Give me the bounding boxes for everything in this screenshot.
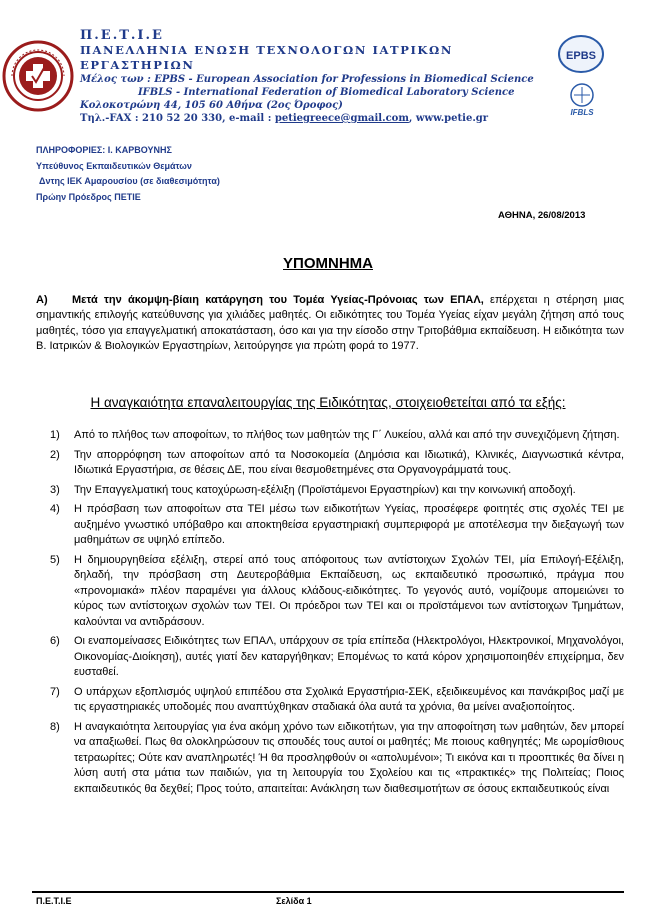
info-former: Πρώην Πρόεδρος ΠΕΤΙΕ: [36, 191, 141, 202]
list-number: 3): [50, 483, 60, 496]
petie-seal-logo: [2, 40, 74, 112]
address-line: Κολοκοτρώνη 44, 105 60 Αθήνα (2ος Όροφος): [80, 100, 343, 111]
org-short-name: Π.Ε.Τ.Ι.Ε: [80, 28, 164, 43]
list-text: Η αναγκαιότητα λειτουργίας για ένα ακόμη χρόνο των ειδικοτήτων, για την αποφοίτηση των μαθητών, δεν μπορεί να απαξιωθεί. Πως θα ολοκληρώσουν τις σπουδές τους αυτοί οι μαθητές; Με ποιους καθηγητές; Με ωρομίσθιους τετραωρίτες; Ούτε καν αναπληρωτές! Ή θα προσληφθούν οι «απολυμένοι»; Τι εικόνα και τι προοπτικές θα δίνει η λύση αυτή στα μάτια των παιδιών, για τη λειτουργία του Σχολείου και τις «πρακτικές» της Πολιτείας; Ποιος εκπαιδευτικός θα δεχθεί; Προς τούτο, απαιτείται: Ανάκληση των διαθεσιμοτήτων σε όσους εκπαιδευτικούς είναι: [74, 720, 624, 795]
list-number: 4): [50, 503, 60, 515]
document-date: ΑΘΗΝΑ, 26/08/2013: [498, 210, 586, 221]
epbs-logo: [556, 34, 606, 74]
member-ifbls-line: IFBLS - International Federation of Biomedical Laboratory Science: [138, 87, 515, 98]
footer-page-number: Σελίδα 1: [276, 896, 312, 906]
info-contact: ΠΛΗΡΟΦΟΡΙΕΣ: Ι. ΚΑΡΒΟΥΝΗΣ: [36, 145, 172, 155]
member-epbs: EPBS - European Association for Professions in Biomedical Science: [154, 74, 534, 85]
list-number: 2): [50, 448, 60, 461]
website-link[interactable]: , www.petie.gr: [408, 113, 489, 124]
org-full-name: ΠΑΝΕΛΛΗΝΙΑ ΕΝΩΣΗ ΤΕΧΝΟΛΟΓΩΝ ΙΑΤΡΙΚΩΝ ΕΡΓΑΣΤΗΡΙΩΝ: [80, 43, 453, 72]
footer-org: Π.Ε.Τ.Ι.Ε: [36, 896, 72, 906]
intro-marker: Α): [36, 294, 48, 306]
info-block: [36, 143, 220, 205]
info-director: Δντης ΙΕΚ Αμαρουσίου (σε διαθεσιμότητα): [39, 176, 220, 186]
info-role: Υπεύθυνος Εκπαιδευτικών Θεμάτων: [36, 160, 192, 171]
phone-label: Τηλ.-FAX :: [80, 113, 139, 124]
list-item: [50, 720, 624, 798]
list-text: Την Επαγγελματική τους κατοχύρωση-εξέλιξη (Προϊστάμενοι Εργαστηρίων) και την κοινωνική αποδοχή.: [74, 483, 576, 496]
list-item: [50, 448, 624, 479]
contact-line: [80, 112, 550, 125]
list-item: [50, 553, 624, 631]
ifbls-logo-text: IFBLS: [570, 108, 594, 117]
list-number: 1): [50, 429, 60, 441]
member-label: Μέλος των :: [80, 74, 151, 85]
list-number: 5): [50, 553, 60, 566]
reasons-list: [50, 428, 624, 801]
intro-lead: Μετά την άκομψη-βίαιη κατάργηση του Τομέα Υγείας-Πρόνοιας των ΕΠΑΛ,: [72, 294, 484, 306]
member-epbs-line: [80, 73, 550, 86]
epbs-logo-text: EPBS: [566, 50, 596, 62]
list-text: Η δημιουργηθείσα εξέλιξη, στερεί από τους απόφοιτους των αντίστοιχων Σχολών ΤΕΙ, μία Επιλογή-Εξέλιξη, δηλαδή, την πρόσβαση στη Δευτεροβάθμια Εκπαίδευση, ως εκπαιδευτικό προσωπικό, πράγμα που «προνομιακά» πλέον παραμένει για άλλους κλάδους-ειδικότητες. Το γεγονός αυτό, νομίζουμε απομειώνει το κύρος των αντίστοιχων σχολών των ΤΕΙ. Οι πρόεδροι των ΤΕΙ και οι προϊστάμενοι των αντίστοιχων Τμημάτων, καλούνται να αντιδράσουν.: [74, 553, 624, 628]
ifbls-logo: [560, 80, 604, 118]
section-heading: Η αναγκαιότητα επαναλειτουργίας της Ειδικότητας, στοιχειοθετείται από τα εξής:: [90, 395, 566, 410]
list-item: [50, 483, 624, 499]
document-title: ΥΠΟΜΝΗΜΑ: [283, 255, 373, 272]
footer-divider: [32, 891, 624, 893]
list-number: 6): [50, 635, 60, 647]
letterhead: [80, 28, 550, 125]
email-link[interactable]: petiegreece@gmail.com: [274, 113, 409, 124]
list-text: Από το πλήθος των αποφοίτων, το πλήθος των μαθητών της Γ΄ Λυκείου, αλλά και από την συνεχιζόμενη ζήτηση.: [74, 429, 620, 441]
list-number: 7): [50, 685, 60, 698]
list-number: 8): [50, 720, 60, 733]
list-text: Ο υπάρχων εξοπλισμός υψηλού επιπέδου στα Σχολικά Εργαστήρια-ΣΕΚ, εξειδικευμένος και πανάκριβος μαζί με τις εργαστηριακές υποδομές που αναπτύχθηκαν σταδιακά όλα αυτά τα χρόνια, θα μείνει αναξιοποίητος.: [74, 685, 624, 713]
intro-paragraph: [36, 293, 624, 355]
list-item: [50, 502, 624, 549]
list-item: [50, 685, 624, 716]
phone-number: 210 52 20 330,: [142, 113, 226, 124]
list-item: [50, 634, 624, 681]
intro-body: επέρχεται η στέρηση μιας σημαντικής επιλογής κατεύθυνσης για χιλιάδες μαθητές. Οι ειδικότητες του Τομέα Υγείας είχαν μεγάλη ζήτηση από τους μαθητές, τόσο για επαγγελματική αποκατάσταση, όσο και για την είσοδο στην Τριτοβάθμια εκπαίδευση. Η ειδικότητα των Β. Ιατρικών & Βιολογικών Εργαστηρίων, λειτούργησε για πρώτη φορά το 1977.: [36, 294, 625, 353]
list-text: Η πρόσβαση των αποφοίτων στα ΤΕΙ μέσω των ειδικοτήτων Υγείας, προσέφερε φοιτητές στις σχολές ΤΕΙ με αυξημένο γνωστικό υπόβαθρο και αποκτηθείσα εργαστηριακή συμπεριφορά με αποτέλεσμα την διεξαγωγή των μαθημάτων σε υψηλό επίπεδο.: [74, 503, 624, 546]
list-text: Την απορρόφηση των αποφοίτων από τα Νοσοκομεία (Δημόσια και Ιδιωτικά), Κλινικές, Διαγνωστικά κέντρα, Ιδιωτικά Εργαστήρια, σε θέσεις ΔΕ, που είναι θεσμοθετημένες στα Οργανογράμματά τους.: [74, 448, 624, 476]
list-text: Οι εναπομείνασες Ειδικότητες των ΕΠΑΛ, υπάρχουν σε τρία επίπεδα (Ηλεκτρολόγοι, Ηλεκτρονικοί, Μηχανολόγοι, Οικονομίας-Διοίκηση), αυτές γιατί δεν καταργήθηκαν; Επομένως το κατά κόρον χρησιμοποιηθέν επιχείρημα, δεν ευσταθεί.: [74, 635, 624, 678]
list-item: [50, 428, 624, 444]
email-label: e-mail :: [229, 113, 272, 124]
